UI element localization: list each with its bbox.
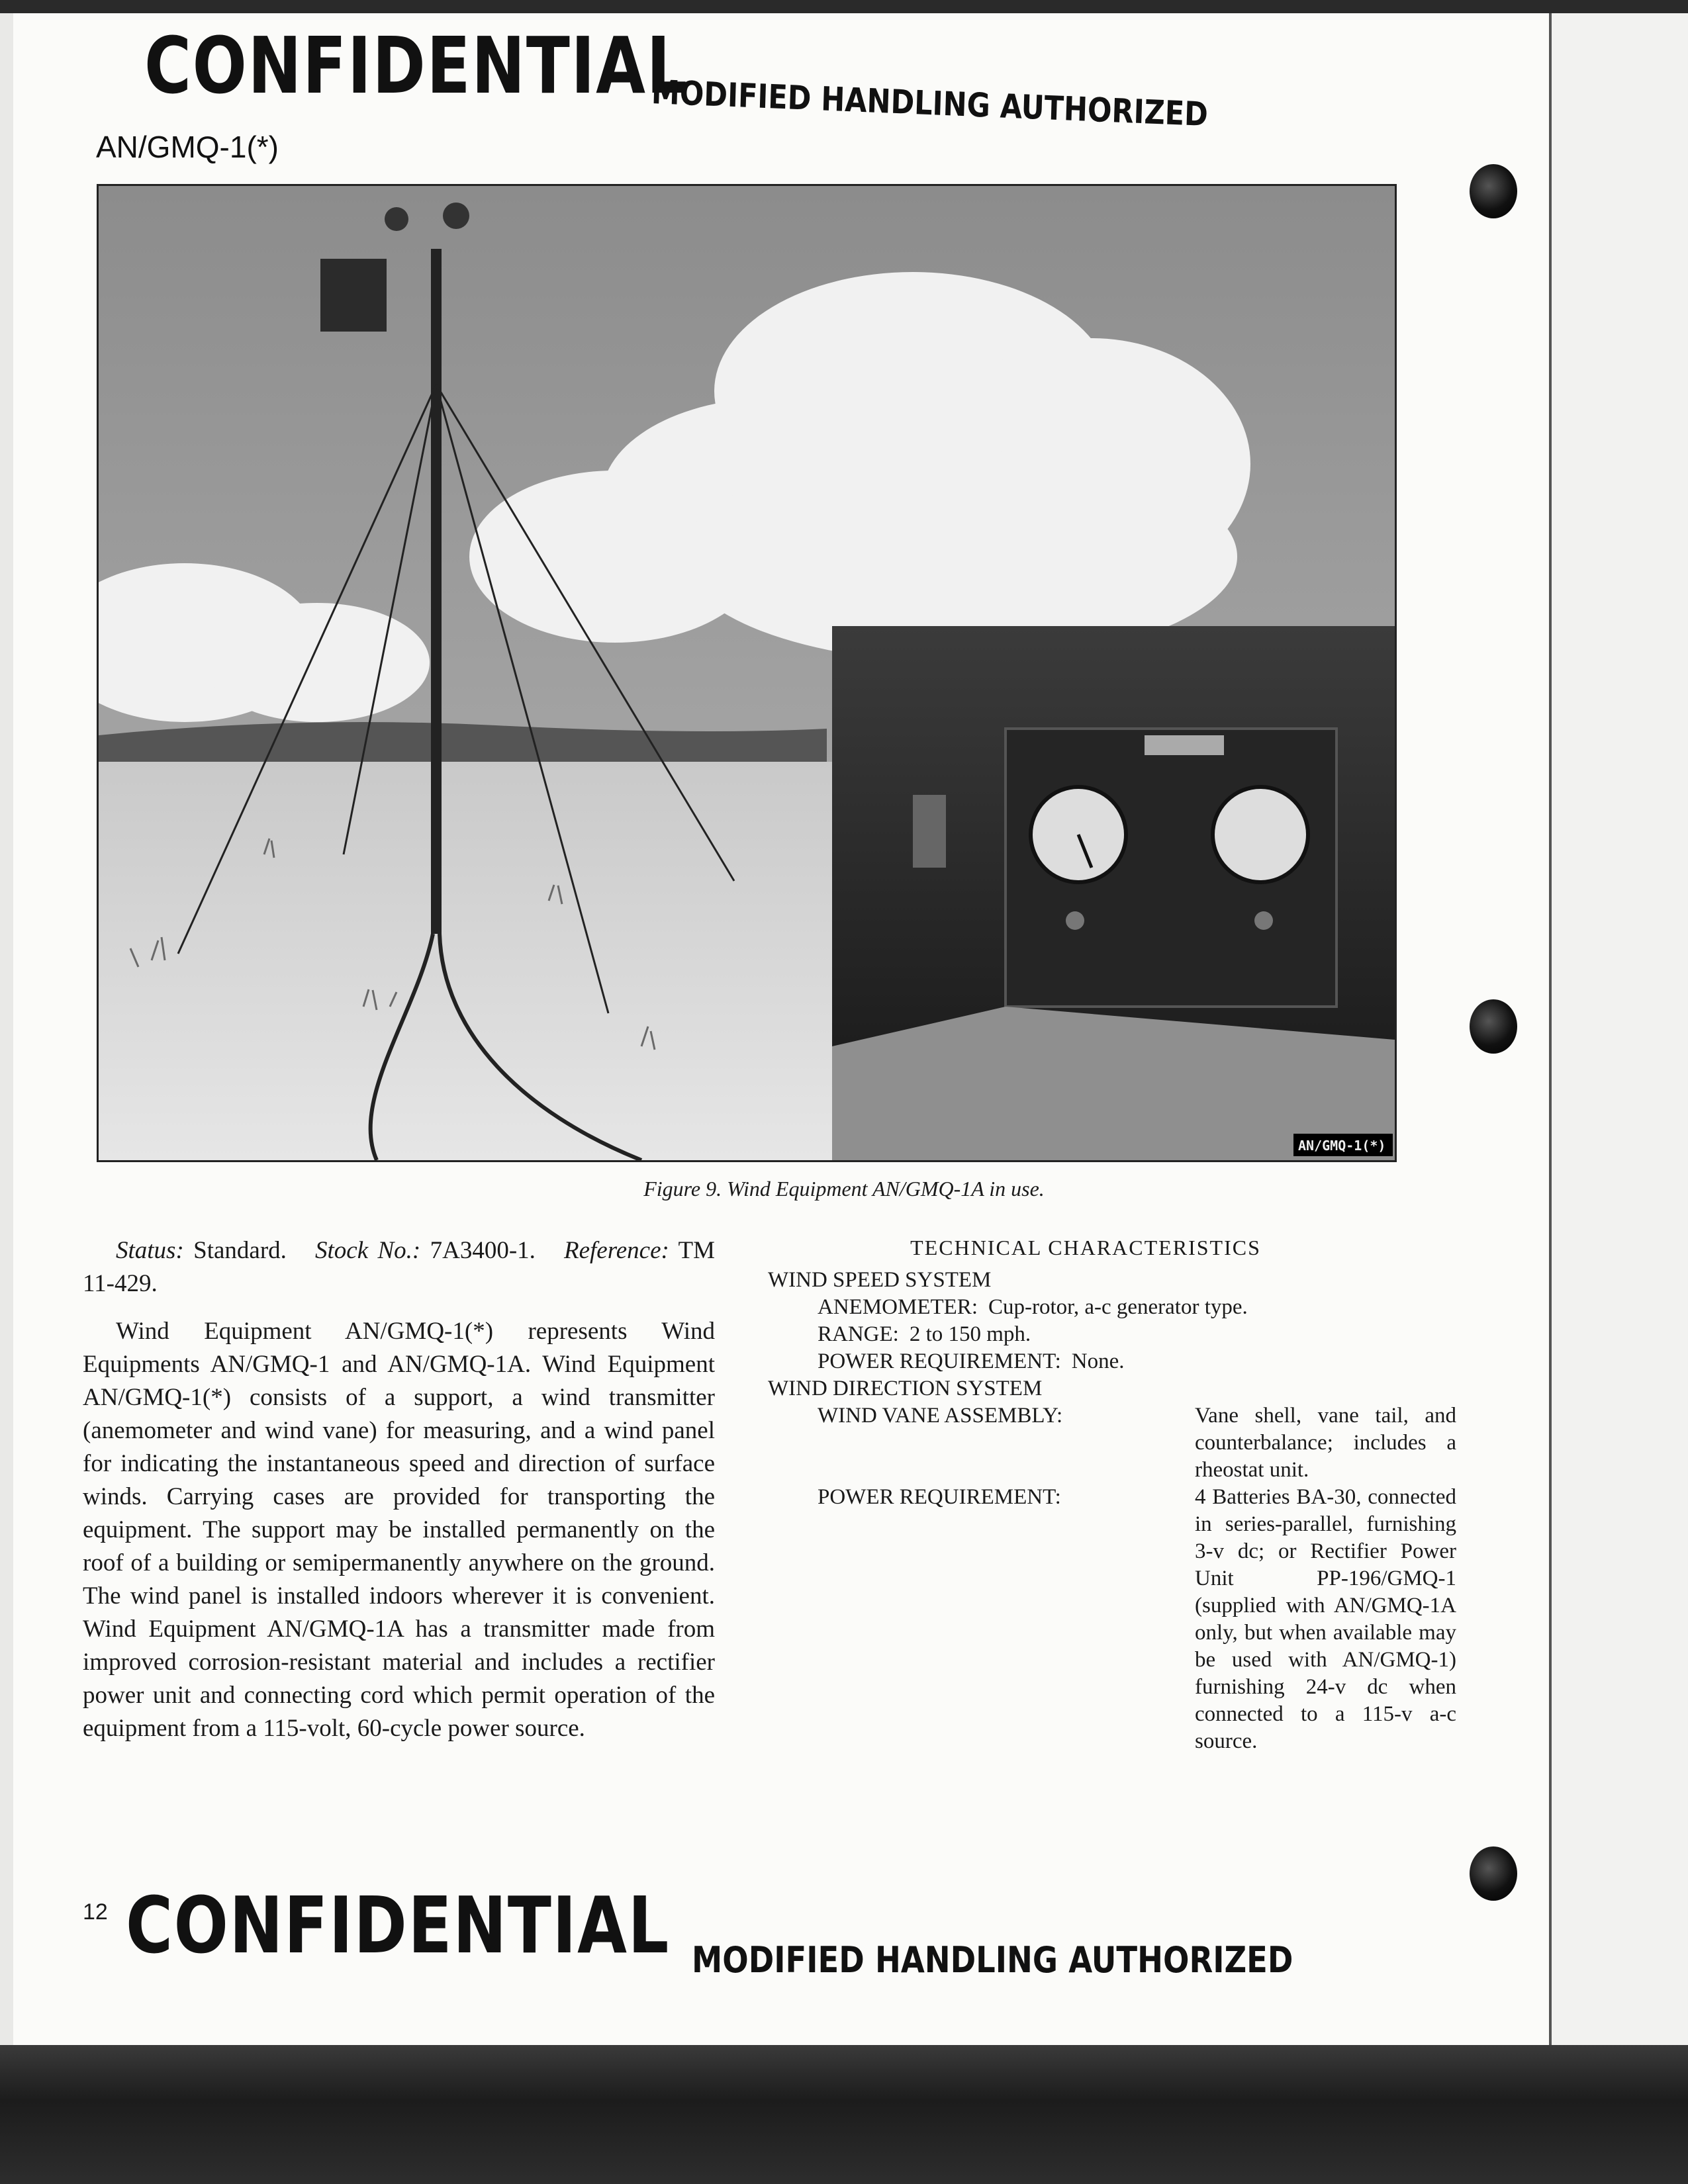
binder-hole-top [1470,164,1517,218]
left-column [83,1234,715,1760]
anemometer-cup [385,207,408,231]
description-paragraph: Wind Equipment AN/GMQ-1(*) represents Wind Equipments AN/GMQ-1 and AN/GMQ-1A. Wind Equipment AN/GMQ-1(*) consists of a support, a wind transmitter (anemometer and wind vane) for measuring, and a wind panel for indicating the instantaneous speed and direction of surface winds. Carrying cases are provided for transporting the equipment. The support may be installed permanently on the roof of a building or semipermanently anywhere on the ground. The wind panel is installed indoors wherever it is convenient. Wind Equipment AN/GMQ-1A has a transmitter made from improved corrosion-resistant material and includes a rectifier power unit and connecting cord which permit operation of the equipment from a 115-volt, 60-cycle power source. [83,1318,715,1742]
vane-value: Vane shell, vane tail, and counterbalance; includes a rheostat unit. [1195,1404,1456,1482]
direction-power-label: POWER REQUIREMENT: [818,1485,1061,1509]
range-label: RANGE: [818,1322,899,1346]
confidential-stamp-top: CONFIDENTIAL [144,20,688,111]
direction-system-heading: WIND DIRECTION SYSTEM [768,1377,1043,1400]
scan-top-edge [0,0,1688,13]
anemometer-label: ANEMOMETER: [818,1295,978,1319]
vane-label: WIND VANE ASSEMBLY: [818,1404,1063,1428]
handling-stamp-bottom: MODIFIED HANDLING AUTHORIZED [692,1939,1293,1981]
reference-value: TM 11-429. [83,1237,716,1297]
stock-label: Stock No.: [315,1237,421,1264]
tech-heading: TECHNICAL CHARACTERISTICS [910,1236,1261,1259]
status-paragraph [83,1234,715,1300]
confidential-stamp-bottom: CONFIDENTIAL [126,1880,670,1971]
status-label: Status: [116,1237,184,1264]
wind-equipment-illustration [99,186,1395,1160]
speed-system-heading: WIND SPEED SYSTEM [768,1268,992,1292]
inset-label: AN/GMQ-1(*) [1298,1138,1386,1154]
scan-bottom-edge [0,2045,1688,2184]
vane-row [768,1402,1456,1484]
figure-illustration [97,184,1397,1162]
range-row [768,1321,1403,1348]
stock-value: 7A3400-1. [430,1237,536,1264]
transmitter-box [320,259,387,332]
wind-panel-inset [832,626,1395,1160]
wind-vane [443,203,469,229]
binder-gutter [1552,13,1688,2045]
reference-label: Reference: [563,1237,669,1264]
anemometer-value: Cup-rotor, a-c generator type. [988,1295,1248,1319]
binder-hole-bottom [1470,1846,1517,1901]
page-number: 12 [83,1899,108,1925]
binder-hole-middle [1470,999,1517,1054]
figure-caption: Figure 9. Wind Equipment AN/GMQ-1A in use. [643,1177,1045,1201]
range-value: 2 to 150 mph. [909,1322,1031,1346]
speed-power-value: None. [1071,1349,1125,1373]
technical-characteristics [768,1234,1456,1755]
direction-power-row [768,1484,1456,1755]
status-value: Standard. [193,1237,287,1264]
direction-power-value: 4 Batteries BA-30, connected in series-parallel, furnishing 3-v dc; or Rectifier Power Unit PP-196/GMQ-1 (supplied with AN/GMQ-1A only, but when available may be used with AN/GMQ-1) furnishing 24-v dc when connected to a 115-v a-c source. [1195,1485,1456,1753]
speed-power-label: POWER REQUIREMENT: [818,1349,1061,1373]
model-designation: AN/GMQ-1(*) [96,130,279,164]
speed-power-row [768,1348,1403,1375]
anemometer-row [768,1294,1403,1321]
handling-stamp-top: MODIFIED HANDLING AUTHORIZED [651,73,1209,134]
